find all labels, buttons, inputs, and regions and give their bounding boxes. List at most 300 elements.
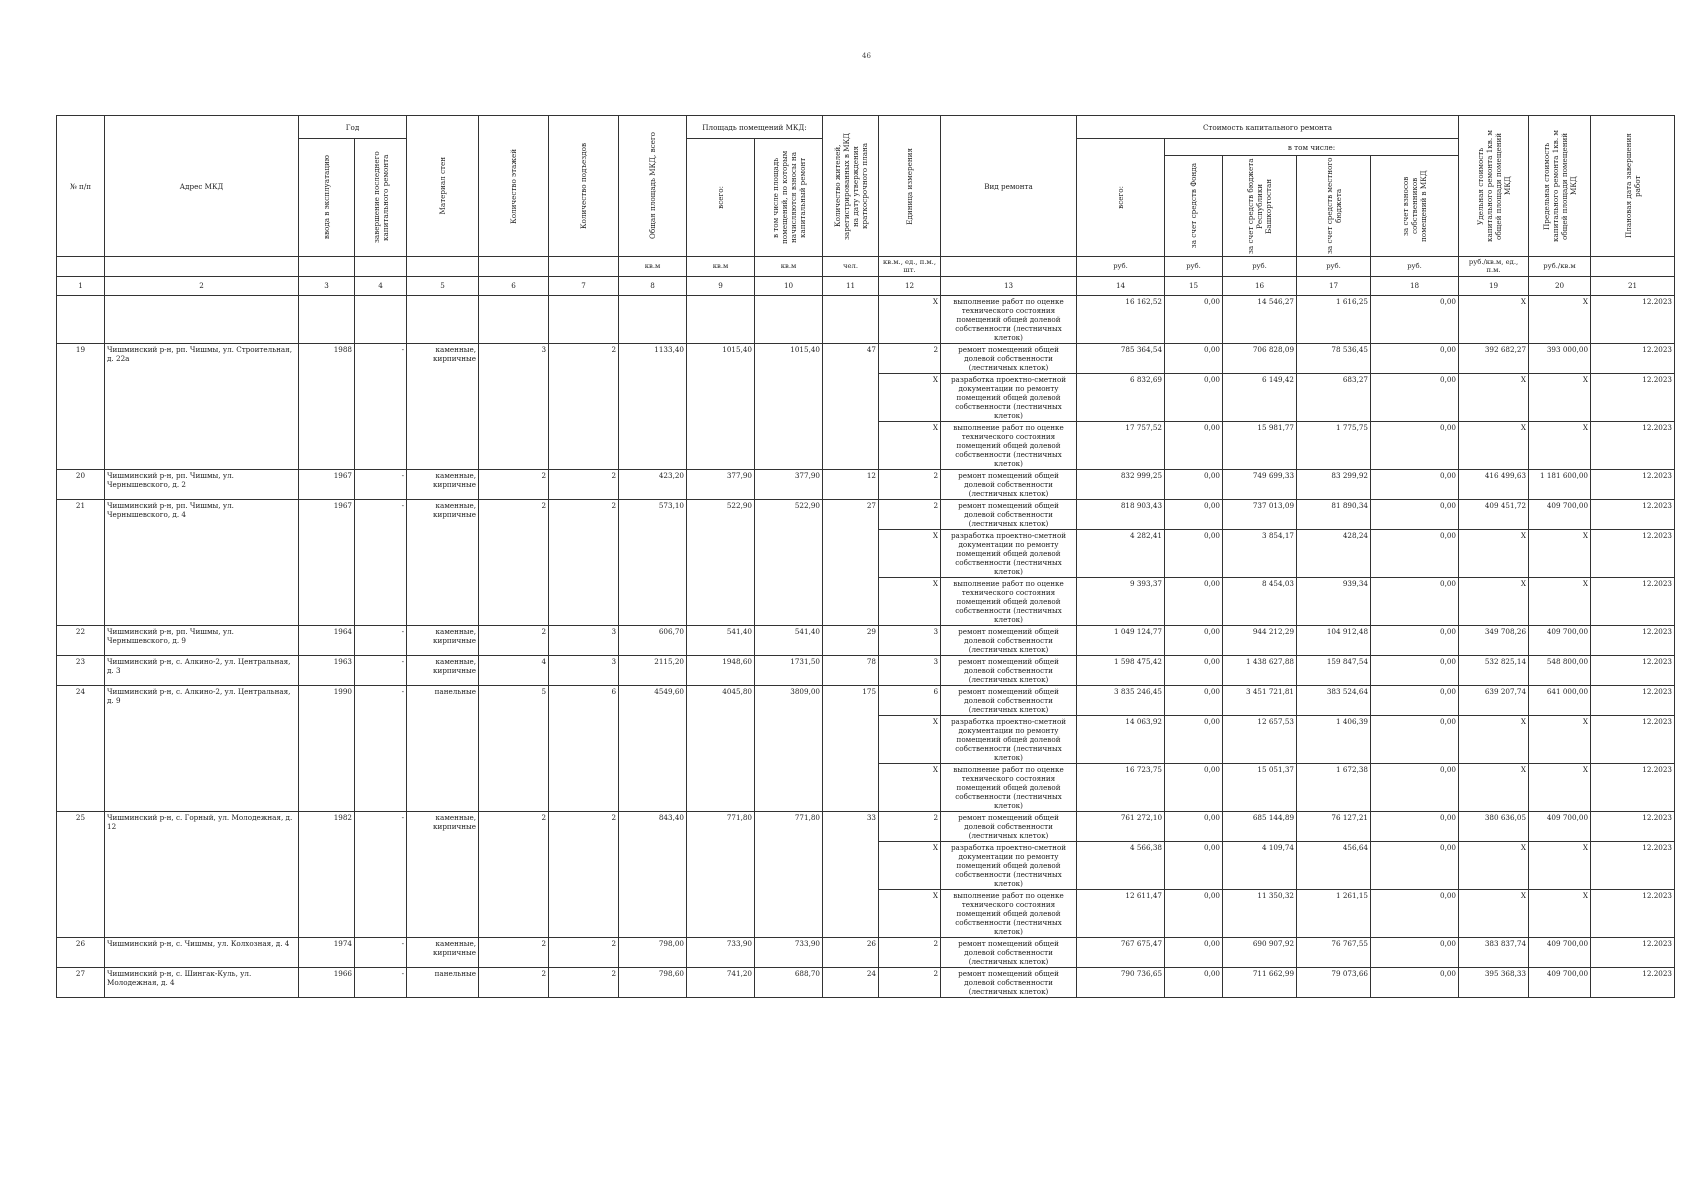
max-cost-cell: 409 700,00 [1529,811,1591,841]
unit-value-cell: X [879,841,941,889]
specific-cost-cell: 409 451,72 [1459,499,1529,529]
floors-cell: 3 [479,343,549,469]
cost-fund-cell: 0,00 [1165,889,1223,937]
max-cost-cell: 1 181 600,00 [1529,469,1591,499]
row-number: 23 [57,655,105,685]
entrances-cell: 2 [549,811,619,937]
cost-total-cell: 6 832,69 [1077,373,1165,421]
residents-cell: 27 [823,499,879,625]
deadline-cell: 12.2023 [1591,529,1675,577]
max-cost-cell: X [1529,295,1591,343]
cost-republic-cell: 749 699,33 [1223,469,1297,499]
max-cost-cell: 409 700,00 [1529,937,1591,967]
unit-cell: руб./кв.м, ед., п.м. [1459,257,1529,277]
cost-owners-cell: 0,00 [1371,841,1459,889]
cost-fund-cell: 0,00 [1165,421,1223,469]
column-number-cell: 3 [299,276,355,295]
entrances-cell: 2 [549,937,619,967]
header-floors: Количество этажей [509,148,519,224]
specific-cost-cell: 380 636,05 [1459,811,1529,841]
column-number-cell: 1 [57,276,105,295]
residents-cell [823,295,879,343]
premises-total-cell: 741,20 [687,967,755,997]
entrances-cell: 2 [549,343,619,469]
cost-total-cell: 832 999,25 [1077,469,1165,499]
unit-cell: руб. [1165,257,1223,277]
cost-local-cell: 76 127,21 [1297,811,1371,841]
premises-total-cell: 1948,60 [687,655,755,685]
unit-cell [299,257,355,277]
last-repair-cell: - [355,499,407,625]
header-premises-fund: в том числе площадь помещений, по которым начисляются взносы на капитальный ремонт [770,150,807,245]
header-year-group: Год [299,116,407,139]
residents-cell: 26 [823,937,879,967]
total-area-cell: 2115,20 [619,655,687,685]
max-cost-cell: X [1529,577,1591,625]
specific-cost-cell: 532 825,14 [1459,655,1529,685]
work-type-cell: разработка проектно-сметной документации по ремонту помещений общей долевой собственности (лестничных клеток) [941,841,1077,889]
cost-total-cell: 767 675,47 [1077,937,1165,967]
cost-republic-cell: 4 109,74 [1223,841,1297,889]
cost-local-cell: 159 847,54 [1297,655,1371,685]
specific-cost-cell: 383 837,74 [1459,937,1529,967]
entrances-cell: 2 [549,967,619,997]
cost-republic-cell: 711 662,99 [1223,967,1297,997]
table-row [57,499,1675,529]
premises-total-cell: 541,40 [687,625,755,655]
floors-cell: 5 [479,685,549,811]
material-cell: каменные, кирпичные [407,811,479,937]
table-row [57,937,1675,967]
work-type-cell: выполнение работ по оценке технического состояния помещений общей долевой собственности (лестничных клеток) [941,763,1077,811]
floors-cell: 2 [479,937,549,967]
premises-total-cell: 771,80 [687,811,755,937]
premises-fund-cell: 733,90 [755,937,823,967]
header-address: Адрес МКД [105,116,299,257]
row-number: 27 [57,967,105,997]
header-specific-cost: Удельная стоимость капитального ремонта 1кв. м общей площади помещений МКД [1475,130,1512,242]
deadline-cell: 12.2023 [1591,499,1675,529]
specific-cost-cell: X [1459,295,1529,343]
max-cost-cell: 409 700,00 [1529,625,1591,655]
column-number-cell: 12 [879,276,941,295]
deadline-cell: 12.2023 [1591,295,1675,343]
cost-total-cell: 9 393,37 [1077,577,1165,625]
header-residents: Количество жителей, зарегистрированных в МКД на дату утверждения краткосрочного плана [832,132,869,240]
cost-owners-cell: 0,00 [1371,499,1459,529]
premises-fund-cell: 1015,40 [755,343,823,469]
work-type-cell: ремонт помещений общей долевой собственности (лестничных клеток) [941,625,1077,655]
entrances-cell: 2 [549,469,619,499]
cost-local-cell: 683,27 [1297,373,1371,421]
material-cell: каменные, кирпичные [407,655,479,685]
material-cell: каменные, кирпичные [407,499,479,625]
cost-total-cell: 818 903,43 [1077,499,1165,529]
unit-cell: руб./кв.м [1529,257,1591,277]
address-cell: Чишминский р-н, с. Шингак-Куль, ул. Молодежная, д. 4 [105,967,299,997]
header-cost-total: всего: [1116,186,1126,209]
work-type-cell: ремонт помещений общей долевой собственности (лестничных клеток) [941,967,1077,997]
last-repair-cell: - [355,937,407,967]
header-cost-fund: за счет средств Фонда [1189,163,1199,249]
deadline-cell: 12.2023 [1591,469,1675,499]
cost-owners-cell: 0,00 [1371,889,1459,937]
year-cell: 1966 [299,967,355,997]
max-cost-cell: 409 700,00 [1529,967,1591,997]
row-number: 24 [57,685,105,811]
cost-fund-cell: 0,00 [1165,577,1223,625]
cost-fund-cell: 0,00 [1165,373,1223,421]
column-number-cell: 7 [549,276,619,295]
row-number: 21 [57,499,105,625]
cost-republic-cell: 12 657,53 [1223,715,1297,763]
unit-value-cell: X [879,529,941,577]
work-type-cell: ремонт помещений общей долевой собственности (лестничных клеток) [941,469,1077,499]
header-max-cost: Предельная стоимость капитального ремонта 1кв. м общей площади помещений МКД [1541,130,1578,242]
header-total-area: Общая площадь МКД, всего [648,132,658,240]
unit-cell: кв.м., ед., п.м., шт. [879,257,941,277]
table-row [57,811,1675,841]
max-cost-cell: X [1529,763,1591,811]
unit-value-cell: 2 [879,499,941,529]
residents-cell: 24 [823,967,879,997]
total-area-cell [619,295,687,343]
unit-value-cell: 2 [879,811,941,841]
floors-cell: 2 [479,811,549,937]
specific-cost-cell: 639 207,74 [1459,685,1529,715]
premises-fund-cell: 377,90 [755,469,823,499]
entrances-cell: 2 [549,499,619,625]
specific-cost-cell: X [1459,373,1529,421]
unit-cell [1591,257,1675,277]
cost-local-cell: 1 775,75 [1297,421,1371,469]
column-numbers-row [57,276,1675,295]
cost-total-cell: 14 063,92 [1077,715,1165,763]
cost-republic-cell: 1 438 627,88 [1223,655,1297,685]
specific-cost-cell: X [1459,421,1529,469]
max-cost-cell: 409 700,00 [1529,499,1591,529]
unit-value-cell: 6 [879,685,941,715]
row-number: 25 [57,811,105,937]
material-cell: панельные [407,967,479,997]
deadline-cell: 12.2023 [1591,577,1675,625]
row-number: 19 [57,343,105,469]
unit-cell: руб. [1297,257,1371,277]
cost-total-cell: 17 757,52 [1077,421,1165,469]
unit-value-cell: X [879,421,941,469]
residents-cell: 47 [823,343,879,469]
column-number-cell: 9 [687,276,755,295]
specific-cost-cell: X [1459,841,1529,889]
entrances-cell [549,295,619,343]
deadline-cell: 12.2023 [1591,373,1675,421]
specific-cost-cell: X [1459,763,1529,811]
header-n: № п/п [57,116,105,257]
total-area-cell: 606,70 [619,625,687,655]
unit-cell [105,257,299,277]
deadline-cell: 12.2023 [1591,655,1675,685]
column-number-cell: 5 [407,276,479,295]
cost-fund-cell: 0,00 [1165,937,1223,967]
address-cell [105,295,299,343]
header-premises-total: всего: [716,186,726,209]
table-row [57,469,1675,499]
last-repair-cell: - [355,343,407,469]
deadline-cell: 12.2023 [1591,841,1675,889]
row-number: 26 [57,937,105,967]
premises-fund-cell: 522,90 [755,499,823,625]
column-number-cell: 18 [1371,276,1459,295]
year-cell [299,295,355,343]
cost-total-cell: 1 049 124,77 [1077,625,1165,655]
table-row [57,967,1675,997]
residents-cell: 12 [823,469,879,499]
unit-value-cell: X [879,889,941,937]
specific-cost-cell: X [1459,889,1529,937]
unit-cell [407,257,479,277]
header-deadline: Плановая дата завершения работ [1623,133,1642,239]
cost-owners-cell: 0,00 [1371,655,1459,685]
cost-owners-cell: 0,00 [1371,469,1459,499]
total-area-cell: 573,10 [619,499,687,625]
header-premises-group: Площадь помещений МКД: [687,116,823,139]
column-number-cell: 11 [823,276,879,295]
cost-republic-cell: 690 907,92 [1223,937,1297,967]
unit-cell: кв.м [619,257,687,277]
table-row [57,685,1675,715]
cost-republic-cell: 15 981,77 [1223,421,1297,469]
cost-republic-cell: 11 350,32 [1223,889,1297,937]
header-entrances: Количество подъездов [579,142,589,229]
cost-republic-cell: 3 854,17 [1223,529,1297,577]
floors-cell: 2 [479,469,549,499]
cost-local-cell: 1 261,15 [1297,889,1371,937]
work-type-cell: ремонт помещений общей долевой собственности (лестничных клеток) [941,937,1077,967]
table-row [57,295,1675,343]
cost-republic-cell: 737 013,09 [1223,499,1297,529]
cost-local-cell: 76 767,55 [1297,937,1371,967]
total-area-cell: 423,20 [619,469,687,499]
cost-republic-cell: 14 546,27 [1223,295,1297,343]
cost-local-cell: 1 406,39 [1297,715,1371,763]
material-cell: каменные, кирпичные [407,469,479,499]
column-number-cell: 10 [755,276,823,295]
deadline-cell: 12.2023 [1591,937,1675,967]
work-type-cell: выполнение работ по оценке технического состояния помещений общей долевой собственности (лестничных клеток) [941,577,1077,625]
residents-cell: 29 [823,625,879,655]
cost-fund-cell: 0,00 [1165,715,1223,763]
cost-fund-cell: 0,00 [1165,655,1223,685]
cost-total-cell: 16 723,75 [1077,763,1165,811]
cost-owners-cell: 0,00 [1371,811,1459,841]
last-repair-cell: - [355,625,407,655]
max-cost-cell: 641 000,00 [1529,685,1591,715]
column-number-cell: 13 [941,276,1077,295]
total-area-cell: 4549,60 [619,685,687,811]
column-number-cell: 14 [1077,276,1165,295]
premises-fund-cell: 688,70 [755,967,823,997]
cost-fund-cell: 0,00 [1165,343,1223,373]
unit-cell: руб. [1371,257,1459,277]
unit-cell [941,257,1077,277]
address-cell: Чишминский р-н, с. Алкино-2, ул. Центральная, д. 3 [105,655,299,685]
unit-value-cell: X [879,715,941,763]
unit-cell: руб. [1077,257,1165,277]
entrances-cell: 6 [549,685,619,811]
unit-value-cell: X [879,373,941,421]
address-cell: Чишминский р-н, рп. Чишмы, ул. Чернышевского, д. 2 [105,469,299,499]
header-cost-local: за счет средств местного бюджета [1324,157,1343,255]
cost-total-cell: 785 364,54 [1077,343,1165,373]
cost-local-cell: 79 073,66 [1297,967,1371,997]
floors-cell: 2 [479,499,549,625]
cost-fund-cell: 0,00 [1165,685,1223,715]
cost-republic-cell: 3 451 721,81 [1223,685,1297,715]
unit-value-cell: 2 [879,343,941,373]
cost-local-cell: 383 524,64 [1297,685,1371,715]
premises-total-cell: 4045,80 [687,685,755,811]
year-cell: 1963 [299,655,355,685]
cost-local-cell: 83 299,92 [1297,469,1371,499]
cost-total-cell: 12 611,47 [1077,889,1165,937]
deadline-cell: 12.2023 [1591,421,1675,469]
work-type-cell: разработка проектно-сметной документации по ремонту помещений общей долевой собственности (лестничных клеток) [941,529,1077,577]
specific-cost-cell: 395 368,33 [1459,967,1529,997]
premises-fund-cell [755,295,823,343]
cost-total-cell: 16 162,52 [1077,295,1165,343]
max-cost-cell: X [1529,529,1591,577]
cost-owners-cell: 0,00 [1371,577,1459,625]
address-cell: Чишминский р-н, рп. Чишмы, ул. Строительная, д. 22а [105,343,299,469]
premises-fund-cell: 3809,00 [755,685,823,811]
cost-fund-cell: 0,00 [1165,469,1223,499]
header-cost-group: Стоимость капитального ремонта [1077,116,1459,139]
address-cell: Чишминский р-н, рп. Чишмы, ул. Чернышевского, д. 4 [105,499,299,625]
max-cost-cell: X [1529,421,1591,469]
work-type-cell: выполнение работ по оценке технического состояния помещений общей долевой собственности (лестничных клеток) [941,889,1077,937]
cost-owners-cell: 0,00 [1371,685,1459,715]
cost-local-cell: 104 912,48 [1297,625,1371,655]
total-area-cell: 1133,40 [619,343,687,469]
header-cost-republic: за счет средств бюджета Республики Башкортостан [1246,158,1274,254]
cost-republic-cell: 8 454,03 [1223,577,1297,625]
material-cell: каменные, кирпичные [407,343,479,469]
material-cell [407,295,479,343]
last-repair-cell [355,295,407,343]
cost-local-cell: 81 890,34 [1297,499,1371,529]
address-cell: Чишминский р-н, с. Алкино-2, ул. Центральная, д. 9 [105,685,299,811]
floors-cell: 2 [479,625,549,655]
address-cell: Чишминский р-н, с. Горный, ул. Молодежная, д. 12 [105,811,299,937]
deadline-cell: 12.2023 [1591,625,1675,655]
cost-local-cell: 428,24 [1297,529,1371,577]
year-cell: 1964 [299,625,355,655]
specific-cost-cell: X [1459,577,1529,625]
unit-value-cell: 2 [879,967,941,997]
specific-cost-cell: 392 682,27 [1459,343,1529,373]
cost-fund-cell: 0,00 [1165,295,1223,343]
column-number-cell: 21 [1591,276,1675,295]
premises-fund-cell: 1731,50 [755,655,823,685]
year-cell: 1982 [299,811,355,937]
cost-local-cell: 456,64 [1297,841,1371,889]
unit-cell [57,257,105,277]
header-unit: Единица измерения [905,147,915,225]
cost-fund-cell: 0,00 [1165,499,1223,529]
floors-cell: 4 [479,655,549,685]
work-type-cell: разработка проектно-сметной документации по ремонту помещений общей долевой собственности (лестничных клеток) [941,715,1077,763]
residents-cell: 33 [823,811,879,937]
year-cell: 1967 [299,469,355,499]
unit-cell [479,257,549,277]
cost-total-cell: 790 736,65 [1077,967,1165,997]
cost-republic-cell: 706 828,09 [1223,343,1297,373]
cost-total-cell: 4 566,38 [1077,841,1165,889]
unit-cell: чел. [823,257,879,277]
cost-owners-cell: 0,00 [1371,715,1459,763]
header-work-type: Вид ремонта [941,116,1077,257]
year-cell: 1990 [299,685,355,811]
residents-cell: 78 [823,655,879,685]
premises-total-cell: 733,90 [687,937,755,967]
cost-local-cell: 78 536,45 [1297,343,1371,373]
premises-total-cell: 377,90 [687,469,755,499]
cost-fund-cell: 0,00 [1165,967,1223,997]
specific-cost-cell: 416 499,63 [1459,469,1529,499]
max-cost-cell: 393 000,00 [1529,343,1591,373]
work-type-cell: выполнение работ по оценке технического состояния помещений общей долевой собственности (лестничных клеток) [941,421,1077,469]
column-number-cell: 6 [479,276,549,295]
column-number-cell: 16 [1223,276,1297,295]
header-incl: в том числе: [1165,139,1459,156]
year-cell: 1967 [299,499,355,625]
row-number: 20 [57,469,105,499]
row-number [57,295,105,343]
cost-total-cell: 1 598 475,42 [1077,655,1165,685]
cost-republic-cell: 944 212,29 [1223,625,1297,655]
column-number-cell: 8 [619,276,687,295]
table-row [57,655,1675,685]
cost-fund-cell: 0,00 [1165,811,1223,841]
entrances-cell: 3 [549,655,619,685]
work-type-cell: разработка проектно-сметной документации по ремонту помещений общей долевой собственности (лестничных клеток) [941,373,1077,421]
last-repair-cell: - [355,967,407,997]
unit-cell: руб. [1223,257,1297,277]
deadline-cell: 12.2023 [1591,889,1675,937]
last-repair-cell: - [355,811,407,937]
floors-cell [479,295,549,343]
floors-cell: 2 [479,967,549,997]
material-cell: каменные, кирпичные [407,625,479,655]
work-type-cell: ремонт помещений общей долевой собственности (лестничных клеток) [941,655,1077,685]
total-area-cell: 798,00 [619,937,687,967]
unit-cell: кв.м [687,257,755,277]
last-repair-cell: - [355,469,407,499]
header-cost-owners: за счет взносов собственников помещений в МКД [1401,170,1429,242]
cost-local-cell: 1 616,25 [1297,295,1371,343]
last-repair-cell: - [355,685,407,811]
max-cost-cell: X [1529,889,1591,937]
cost-owners-cell: 0,00 [1371,763,1459,811]
cost-local-cell: 939,34 [1297,577,1371,625]
work-type-cell: ремонт помещений общей долевой собственности (лестничных клеток) [941,685,1077,715]
header-wall-material: Материал стен [438,157,448,215]
unit-value-cell: X [879,295,941,343]
last-repair-cell: - [355,655,407,685]
cost-fund-cell: 0,00 [1165,625,1223,655]
deadline-cell: 12.2023 [1591,685,1675,715]
column-number-cell: 17 [1297,276,1371,295]
